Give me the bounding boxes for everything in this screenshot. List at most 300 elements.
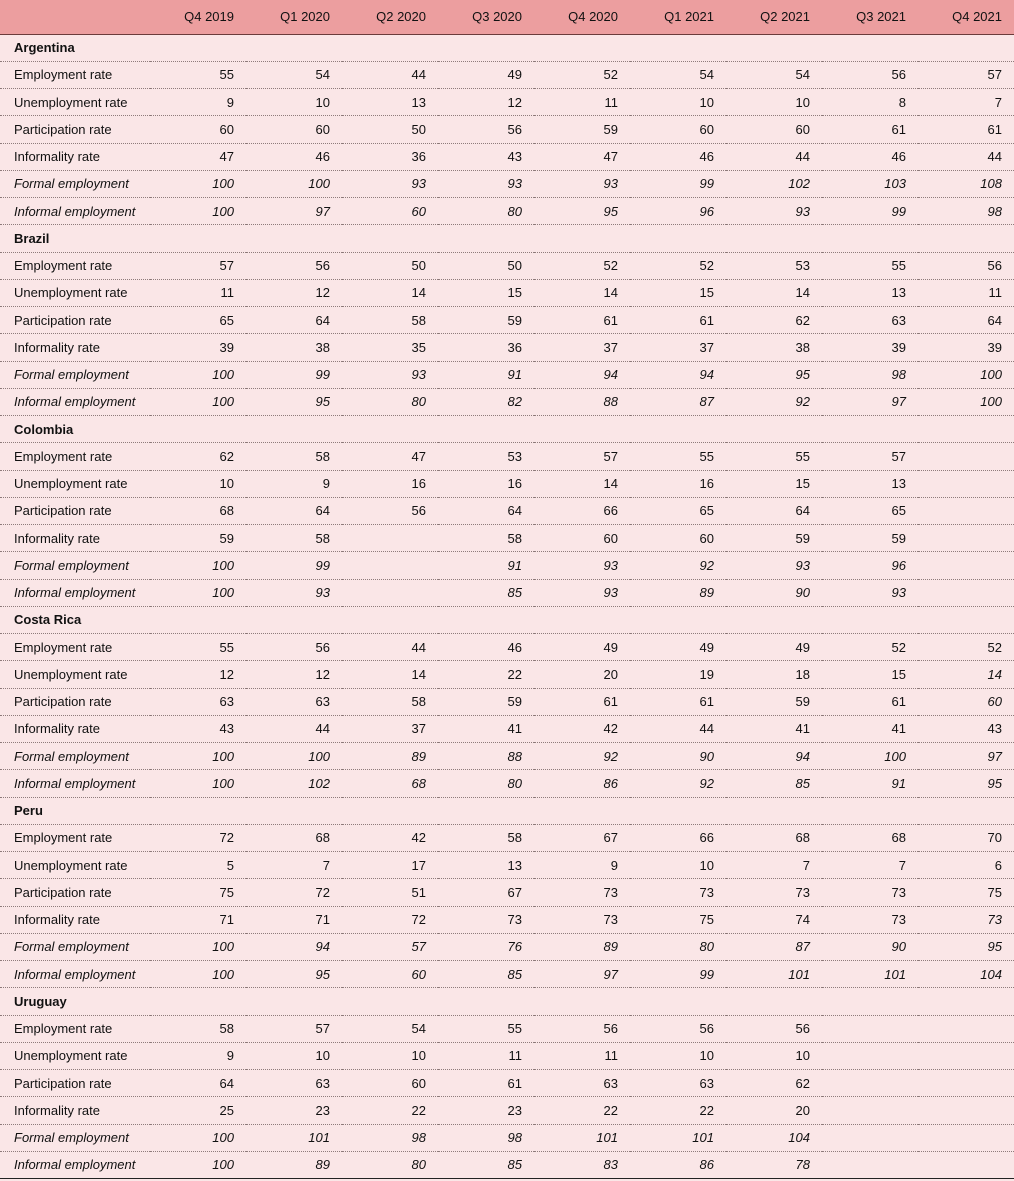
value-cell: 58 xyxy=(342,307,438,334)
value-cell: 49 xyxy=(726,634,822,661)
value-cell: 76 xyxy=(438,933,534,960)
value-cell: 36 xyxy=(342,143,438,170)
value-cell: 102 xyxy=(246,770,342,797)
value-cell: 73 xyxy=(438,906,534,933)
column-header: Q2 2021 xyxy=(726,0,822,34)
table-row xyxy=(0,852,1014,879)
value-cell: 14 xyxy=(534,279,630,306)
value-cell: 12 xyxy=(246,279,342,306)
value-cell: 22 xyxy=(534,1097,630,1124)
value-cell: 42 xyxy=(534,715,630,742)
column-header: Q4 2019 xyxy=(150,0,246,34)
value-cell: 100 xyxy=(150,361,246,388)
table-row xyxy=(0,143,1014,170)
value-cell: 98 xyxy=(918,198,1014,225)
value-cell: 100 xyxy=(150,1151,246,1178)
value-cell: 64 xyxy=(246,497,342,524)
row-label: Informal employment xyxy=(0,198,150,225)
value-cell xyxy=(342,525,438,552)
value-cell: 57 xyxy=(150,252,246,279)
table-row xyxy=(0,334,1014,361)
value-cell: 52 xyxy=(822,634,918,661)
value-cell: 101 xyxy=(822,961,918,988)
row-label: Unemployment rate xyxy=(0,470,150,497)
table-header xyxy=(0,0,1014,34)
table-row xyxy=(0,198,1014,225)
value-cell: 20 xyxy=(726,1097,822,1124)
value-cell: 14 xyxy=(534,470,630,497)
value-cell: 104 xyxy=(726,1124,822,1151)
value-cell: 63 xyxy=(534,1070,630,1097)
table-row xyxy=(0,1151,1014,1178)
value-cell: 56 xyxy=(246,252,342,279)
value-cell: 15 xyxy=(726,470,822,497)
value-cell: 37 xyxy=(342,715,438,742)
value-cell: 63 xyxy=(822,307,918,334)
value-cell: 12 xyxy=(438,89,534,116)
value-cell: 56 xyxy=(534,1015,630,1042)
value-cell: 90 xyxy=(726,579,822,606)
value-cell: 93 xyxy=(246,579,342,606)
value-cell: 39 xyxy=(822,334,918,361)
value-cell: 9 xyxy=(246,470,342,497)
value-cell: 61 xyxy=(534,688,630,715)
value-cell: 73 xyxy=(534,879,630,906)
value-cell: 44 xyxy=(342,634,438,661)
value-cell: 95 xyxy=(246,388,342,415)
value-cell: 60 xyxy=(150,116,246,143)
row-label: Unemployment rate xyxy=(0,852,150,879)
value-cell: 58 xyxy=(246,443,342,470)
value-cell: 86 xyxy=(630,1151,726,1178)
value-cell: 19 xyxy=(630,661,726,688)
value-cell: 61 xyxy=(630,688,726,715)
value-cell: 100 xyxy=(150,743,246,770)
row-label: Unemployment rate xyxy=(0,661,150,688)
value-cell: 101 xyxy=(630,1124,726,1151)
value-cell: 89 xyxy=(630,579,726,606)
value-cell: 93 xyxy=(822,579,918,606)
value-cell: 61 xyxy=(438,1070,534,1097)
table-row xyxy=(0,279,1014,306)
value-cell: 23 xyxy=(246,1097,342,1124)
value-cell: 54 xyxy=(246,61,342,88)
value-cell: 71 xyxy=(246,906,342,933)
table-row xyxy=(0,1070,1014,1097)
value-cell: 13 xyxy=(822,470,918,497)
value-cell: 14 xyxy=(342,279,438,306)
value-cell: 52 xyxy=(534,61,630,88)
value-cell: 100 xyxy=(150,579,246,606)
table-row xyxy=(0,307,1014,334)
value-cell: 44 xyxy=(342,61,438,88)
value-cell: 58 xyxy=(342,688,438,715)
value-cell: 92 xyxy=(726,388,822,415)
value-cell: 55 xyxy=(438,1015,534,1042)
value-cell: 100 xyxy=(150,961,246,988)
value-cell: 47 xyxy=(342,443,438,470)
value-cell: 60 xyxy=(726,116,822,143)
value-cell: 83 xyxy=(534,1151,630,1178)
value-cell: 94 xyxy=(630,361,726,388)
country-name: Uruguay xyxy=(0,988,1014,1015)
value-cell: 20 xyxy=(534,661,630,688)
value-cell: 42 xyxy=(342,824,438,851)
row-label: Informality rate xyxy=(0,906,150,933)
value-cell: 72 xyxy=(150,824,246,851)
value-cell: 41 xyxy=(822,715,918,742)
value-cell xyxy=(822,1151,918,1178)
table-row xyxy=(0,661,1014,688)
value-cell: 87 xyxy=(726,933,822,960)
value-cell: 65 xyxy=(150,307,246,334)
value-cell: 43 xyxy=(150,715,246,742)
value-cell: 86 xyxy=(534,770,630,797)
value-cell: 101 xyxy=(246,1124,342,1151)
row-label: Participation rate xyxy=(0,688,150,715)
country-row xyxy=(0,797,1014,824)
value-cell: 57 xyxy=(918,61,1014,88)
value-cell: 8 xyxy=(822,89,918,116)
value-cell: 73 xyxy=(822,879,918,906)
table-row xyxy=(0,1015,1014,1042)
value-cell: 82 xyxy=(438,388,534,415)
value-cell: 67 xyxy=(534,824,630,851)
value-cell xyxy=(822,1070,918,1097)
table-row xyxy=(0,715,1014,742)
value-cell: 75 xyxy=(918,879,1014,906)
row-label: Informality rate xyxy=(0,715,150,742)
value-cell: 39 xyxy=(150,334,246,361)
value-cell: 13 xyxy=(438,852,534,879)
country-name: Peru xyxy=(0,797,1014,824)
value-cell xyxy=(918,1015,1014,1042)
value-cell: 99 xyxy=(246,552,342,579)
value-cell: 7 xyxy=(726,852,822,879)
value-cell: 72 xyxy=(246,879,342,906)
table-row xyxy=(0,252,1014,279)
value-cell xyxy=(822,1042,918,1069)
value-cell: 22 xyxy=(438,661,534,688)
row-label: Employment rate xyxy=(0,252,150,279)
value-cell: 100 xyxy=(150,770,246,797)
value-cell: 63 xyxy=(246,1070,342,1097)
value-cell: 47 xyxy=(150,143,246,170)
value-cell: 55 xyxy=(630,443,726,470)
row-label: Participation rate xyxy=(0,307,150,334)
value-cell: 108 xyxy=(918,170,1014,197)
value-cell: 85 xyxy=(438,961,534,988)
value-cell: 18 xyxy=(726,661,822,688)
value-cell: 10 xyxy=(726,89,822,116)
row-label: Participation rate xyxy=(0,1070,150,1097)
value-cell: 56 xyxy=(918,252,1014,279)
value-cell: 59 xyxy=(150,525,246,552)
value-cell: 38 xyxy=(726,334,822,361)
column-header: Q2 2020 xyxy=(342,0,438,34)
value-cell: 63 xyxy=(630,1070,726,1097)
value-cell: 98 xyxy=(438,1124,534,1151)
value-cell: 11 xyxy=(438,1042,534,1069)
value-cell: 12 xyxy=(150,661,246,688)
value-cell: 16 xyxy=(630,470,726,497)
value-cell: 16 xyxy=(342,470,438,497)
value-cell xyxy=(822,1124,918,1151)
value-cell: 92 xyxy=(630,552,726,579)
value-cell: 63 xyxy=(150,688,246,715)
country-name: Colombia xyxy=(0,416,1014,443)
value-cell: 59 xyxy=(438,307,534,334)
value-cell: 72 xyxy=(342,906,438,933)
row-label: Informal employment xyxy=(0,388,150,415)
value-cell: 75 xyxy=(630,906,726,933)
table-row xyxy=(0,443,1014,470)
value-cell: 13 xyxy=(342,89,438,116)
value-cell: 46 xyxy=(630,143,726,170)
column-header: Q1 2021 xyxy=(630,0,726,34)
value-cell: 67 xyxy=(438,879,534,906)
table-row xyxy=(0,61,1014,88)
value-cell: 10 xyxy=(246,89,342,116)
value-cell: 16 xyxy=(438,470,534,497)
value-cell: 71 xyxy=(150,906,246,933)
value-cell: 58 xyxy=(150,1015,246,1042)
value-cell: 53 xyxy=(726,252,822,279)
value-cell: 10 xyxy=(150,470,246,497)
value-cell: 22 xyxy=(630,1097,726,1124)
value-cell: 46 xyxy=(438,634,534,661)
value-cell: 41 xyxy=(438,715,534,742)
value-cell: 49 xyxy=(534,634,630,661)
value-cell: 73 xyxy=(534,906,630,933)
value-cell: 60 xyxy=(630,116,726,143)
table-row xyxy=(0,933,1014,960)
value-cell: 9 xyxy=(150,1042,246,1069)
value-cell: 64 xyxy=(150,1070,246,1097)
row-label: Participation rate xyxy=(0,497,150,524)
value-cell: 15 xyxy=(822,661,918,688)
value-cell: 37 xyxy=(630,334,726,361)
value-cell: 102 xyxy=(726,170,822,197)
value-cell: 95 xyxy=(246,961,342,988)
value-cell: 6 xyxy=(918,852,1014,879)
value-cell xyxy=(918,1097,1014,1124)
value-cell xyxy=(918,579,1014,606)
value-cell: 61 xyxy=(534,307,630,334)
value-cell: 56 xyxy=(246,634,342,661)
value-cell: 99 xyxy=(630,961,726,988)
value-cell xyxy=(822,1097,918,1124)
value-cell: 87 xyxy=(630,388,726,415)
value-cell: 103 xyxy=(822,170,918,197)
value-cell: 61 xyxy=(822,116,918,143)
value-cell xyxy=(822,1015,918,1042)
value-cell: 56 xyxy=(438,116,534,143)
table-row xyxy=(0,824,1014,851)
value-cell: 10 xyxy=(246,1042,342,1069)
value-cell: 80 xyxy=(438,770,534,797)
table-row xyxy=(0,770,1014,797)
country-row xyxy=(0,416,1014,443)
value-cell: 49 xyxy=(438,61,534,88)
row-label: Formal employment xyxy=(0,361,150,388)
row-label: Unemployment rate xyxy=(0,279,150,306)
value-cell: 55 xyxy=(150,61,246,88)
row-label: Informal employment xyxy=(0,1151,150,1178)
value-cell: 101 xyxy=(726,961,822,988)
value-cell: 7 xyxy=(246,852,342,879)
value-cell: 46 xyxy=(246,143,342,170)
value-cell: 93 xyxy=(342,361,438,388)
row-label: Informal employment xyxy=(0,579,150,606)
value-cell: 68 xyxy=(342,770,438,797)
value-cell: 101 xyxy=(534,1124,630,1151)
value-cell: 14 xyxy=(918,661,1014,688)
value-cell xyxy=(918,525,1014,552)
value-cell: 64 xyxy=(246,307,342,334)
value-cell: 100 xyxy=(150,1124,246,1151)
value-cell: 63 xyxy=(246,688,342,715)
value-cell: 56 xyxy=(726,1015,822,1042)
value-cell: 80 xyxy=(342,388,438,415)
value-cell: 62 xyxy=(726,307,822,334)
row-label: Formal employment xyxy=(0,170,150,197)
value-cell: 68 xyxy=(150,497,246,524)
value-cell: 11 xyxy=(150,279,246,306)
value-cell: 23 xyxy=(438,1097,534,1124)
value-cell: 10 xyxy=(726,1042,822,1069)
table-body xyxy=(0,34,1014,1179)
value-cell: 93 xyxy=(726,552,822,579)
value-cell: 80 xyxy=(342,1151,438,1178)
value-cell: 100 xyxy=(918,361,1014,388)
row-label: Informality rate xyxy=(0,143,150,170)
value-cell: 99 xyxy=(246,361,342,388)
value-cell: 57 xyxy=(342,933,438,960)
column-header: Q3 2020 xyxy=(438,0,534,34)
country-row xyxy=(0,606,1014,633)
value-cell: 100 xyxy=(822,743,918,770)
value-cell: 73 xyxy=(822,906,918,933)
table-row xyxy=(0,1042,1014,1069)
value-cell: 66 xyxy=(630,824,726,851)
value-cell xyxy=(918,1151,1014,1178)
table-row xyxy=(0,961,1014,988)
value-cell: 78 xyxy=(726,1151,822,1178)
value-cell: 35 xyxy=(342,334,438,361)
value-cell: 11 xyxy=(918,279,1014,306)
value-cell: 60 xyxy=(342,198,438,225)
value-cell: 44 xyxy=(630,715,726,742)
row-label: Formal employment xyxy=(0,933,150,960)
row-label: Informal employment xyxy=(0,961,150,988)
row-label: Participation rate xyxy=(0,879,150,906)
value-cell xyxy=(918,443,1014,470)
value-cell: 97 xyxy=(918,743,1014,770)
value-cell: 54 xyxy=(630,61,726,88)
value-cell: 37 xyxy=(534,334,630,361)
value-cell: 88 xyxy=(534,388,630,415)
value-cell: 50 xyxy=(342,252,438,279)
table-row xyxy=(0,361,1014,388)
value-cell: 57 xyxy=(822,443,918,470)
value-cell: 64 xyxy=(918,307,1014,334)
value-cell: 95 xyxy=(726,361,822,388)
value-cell: 56 xyxy=(822,61,918,88)
value-cell: 100 xyxy=(246,170,342,197)
value-cell: 91 xyxy=(822,770,918,797)
value-cell: 68 xyxy=(246,824,342,851)
value-cell: 57 xyxy=(534,443,630,470)
value-cell: 58 xyxy=(246,525,342,552)
value-cell: 91 xyxy=(438,361,534,388)
value-cell: 59 xyxy=(822,525,918,552)
value-cell: 10 xyxy=(630,1042,726,1069)
row-label: Employment rate xyxy=(0,634,150,661)
value-cell: 22 xyxy=(342,1097,438,1124)
value-cell: 13 xyxy=(822,279,918,306)
country-row xyxy=(0,225,1014,252)
value-cell: 95 xyxy=(918,933,1014,960)
table-row xyxy=(0,634,1014,661)
value-cell: 92 xyxy=(534,743,630,770)
value-cell: 43 xyxy=(438,143,534,170)
table-row xyxy=(0,89,1014,116)
value-cell: 94 xyxy=(534,361,630,388)
value-cell: 73 xyxy=(726,879,822,906)
value-cell: 44 xyxy=(246,715,342,742)
value-cell: 56 xyxy=(630,1015,726,1042)
value-cell: 61 xyxy=(822,688,918,715)
table-row xyxy=(0,1124,1014,1151)
value-cell: 55 xyxy=(150,634,246,661)
table-row xyxy=(0,497,1014,524)
value-cell: 50 xyxy=(342,116,438,143)
value-cell: 93 xyxy=(534,552,630,579)
value-cell: 93 xyxy=(342,170,438,197)
value-cell: 73 xyxy=(630,879,726,906)
value-cell: 64 xyxy=(438,497,534,524)
value-cell: 43 xyxy=(918,715,1014,742)
value-cell: 85 xyxy=(438,1151,534,1178)
value-cell: 9 xyxy=(150,89,246,116)
value-cell: 52 xyxy=(534,252,630,279)
column-header: Q4 2021 xyxy=(918,0,1014,34)
value-cell: 68 xyxy=(822,824,918,851)
value-cell: 100 xyxy=(150,388,246,415)
value-cell: 49 xyxy=(630,634,726,661)
value-cell: 94 xyxy=(246,933,342,960)
value-cell xyxy=(342,552,438,579)
value-cell: 54 xyxy=(342,1015,438,1042)
row-label: Employment rate xyxy=(0,1015,150,1042)
value-cell: 7 xyxy=(918,89,1014,116)
country-name: Costa Rica xyxy=(0,606,1014,633)
column-header: Q4 2020 xyxy=(534,0,630,34)
table-row xyxy=(0,170,1014,197)
value-cell: 99 xyxy=(630,170,726,197)
value-cell: 73 xyxy=(918,906,1014,933)
country-name: Brazil xyxy=(0,225,1014,252)
value-cell: 90 xyxy=(822,933,918,960)
value-cell: 93 xyxy=(438,170,534,197)
row-label: Unemployment rate xyxy=(0,1042,150,1069)
value-cell: 100 xyxy=(150,198,246,225)
value-cell: 9 xyxy=(534,852,630,879)
value-cell: 47 xyxy=(534,143,630,170)
value-cell xyxy=(918,497,1014,524)
value-cell: 61 xyxy=(918,116,1014,143)
